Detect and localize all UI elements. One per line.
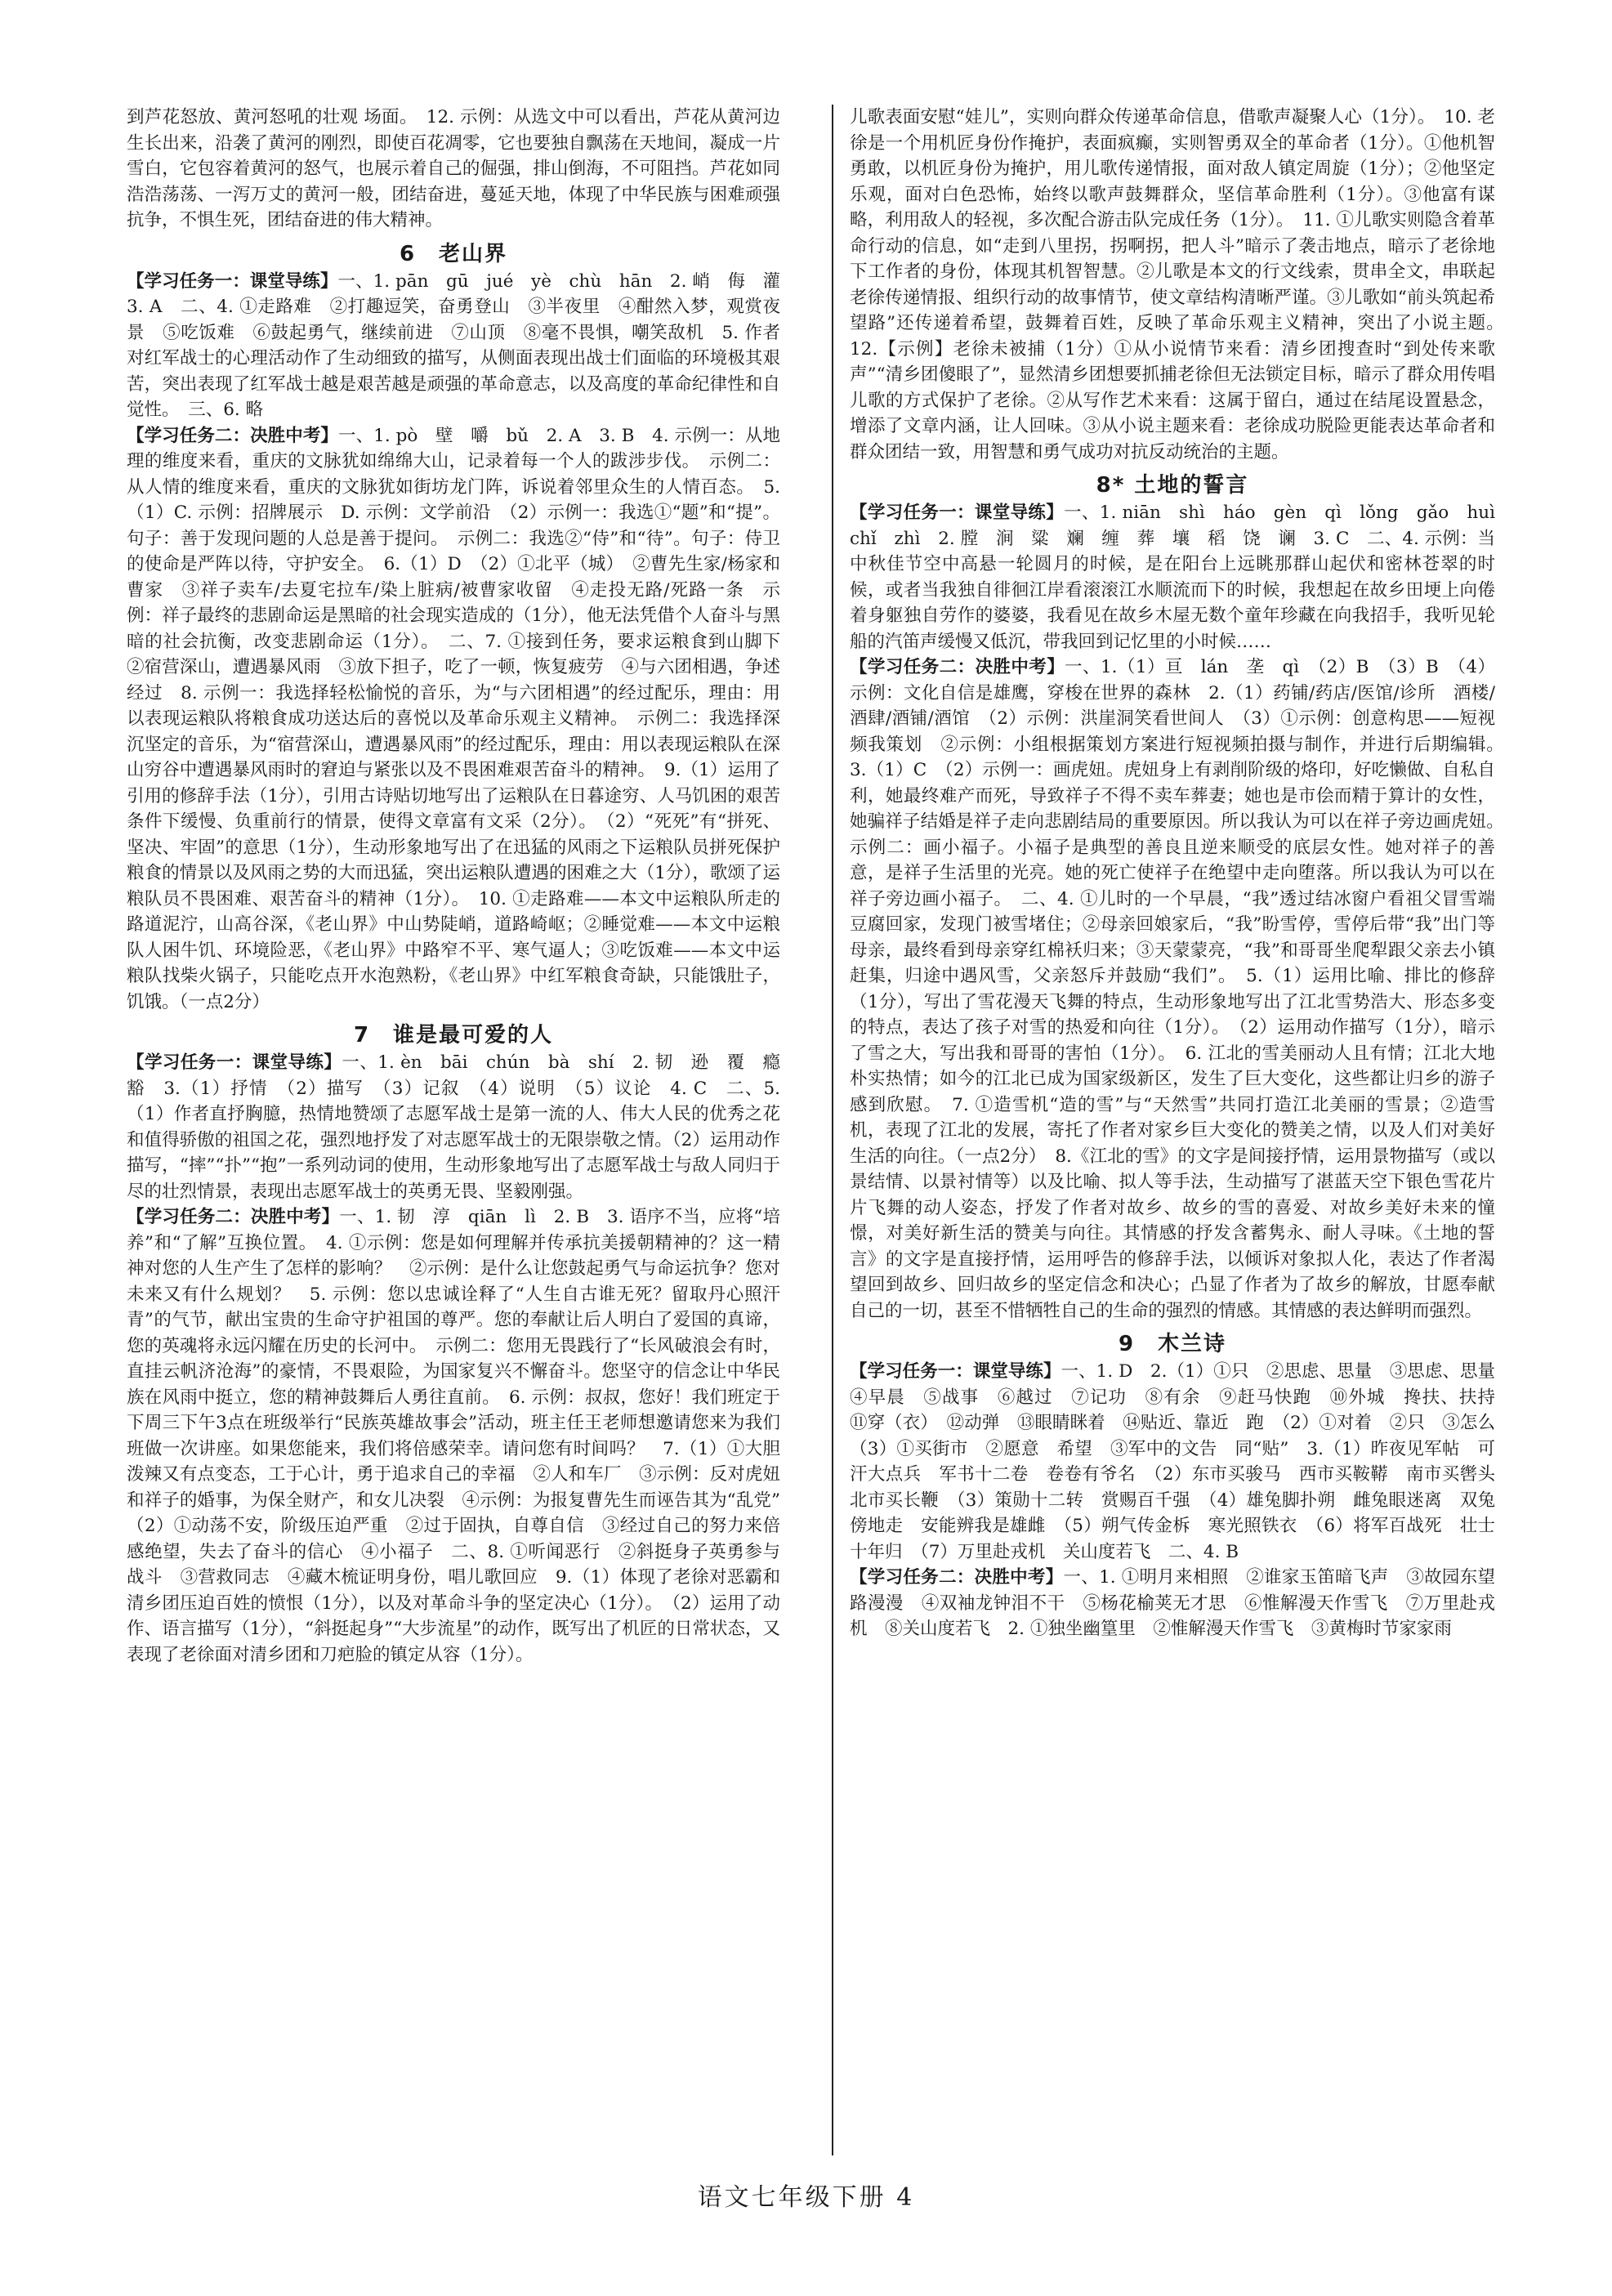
right-column xyxy=(850,105,1513,1642)
task-heading: 【学习任务二：决胜中考】 xyxy=(850,1567,1064,1588)
task-heading: 【学习任务一：课堂导练】 xyxy=(127,270,338,292)
answer-text: 一、1.（1）亘 lán 垄 qì （2）B （3）B （4）示例：文化自信是雄鹰，穿梭在世界的森林 2.（1）药铺/药店/医馆/诊所 酒楼/酒肆/酒铺/酒馆 （2）示例：洪崖洞笑看世间人 （3）①示例：创意构思——短视频我策划 ②示例：小组根据策划方案进行短视频拍摄与制作，并进行后期编辑。 3.（1）C （2）示例一：画虎妞。虎妞身上有剥削阶级的烙印，好吃懒做、自私自利，她最终难产而死，导致祥子不得不卖车葬妻；她也是市侩而精于算计的女性，她骗祥子结婚是祥子走向悲剧结局的重要原因。所以我认为可以在祥子旁边画虎妞。 示例二：画小福子。小福子是典型的善良且逆来顺受的底层女性。她对祥子的善意，是祥子生活里的光亮。她的死亡使祥子在绝望中走向堕落。所以我认为可以在祥子旁边画小福子。 二、4. ①儿时的一个早晨，“我”透过结冰窗户看祖父冒雪端豆腐回家，发现门被雪堵住；②母亲回娘家后，“我”盼雪停，雪停后带“我”出门等母亲，最终看到母亲穿红棉袄归来；③天蒙蒙亮，“我”和哥哥坐爬犁跟父亲去小镇赶集，归途中遇风雪，父亲怒斥并鼓励“我们”。 5.（1）运用比喻、排比的修辞（1分），写出了雪花漫天飞舞的特点，生动形象地写出了江北雪势浩大、形态多变的特点，表达了孩子对雪的热爱和向往（1分）。 （2）运用动作描写（1分），暗示了雪之大，写出我和哥哥的害怕（1分）。 6. 江北的雪美丽动人且有情；江北大地朴实热情；如今的江北已成为国家级新区，发生了巨大变化，这些都让归乡的游子感到欣慰。 7. ①造雪机“造的雪”与“天然雪”共同打造江北美丽的雪景；②造雪机，表现了江北的发展，寄托了作者对家乡巨大变化的赞美之情，以及人们对美好生活的向往。（一点2分） 8.《江北的雪》的文字是间接抒情，运用景物描写（或以景结情、以景衬情等）以及比喻、拟人等手法，生动描写了湛蓝天空下银色雪花片片飞舞的动人姿态，抒发了作者对故乡、故乡的雪的喜爱、对故乡美好未来的憧憬，对美好新生活的赞美与向往。其情感的抒发含蓄隽永、耐人寻味。《土地的誓言》的文字是直接抒情，运用呼告的修辞手法，以倾诉对象拟人化，表达了作者渴望回到故乡、回归故乡的坚定信念和决心；凸显了作者为了故乡的解放，甘愿奉献自己的一切，甚至不惜牺牲自己的生命的强烈的情感。其情感的表达鲜明而强烈。 xyxy=(850,657,1513,1321)
task-heading: 【学习任务一：课堂导练】 xyxy=(850,1361,1061,1382)
answer-paragraph xyxy=(127,1204,798,1668)
answer-text: 一、1. 韧 淳 qiān lì 2. B 3. 语序不当，应将“培养”和“了解”互换位置。 4. ①示例：您是如何理解并传承抗美援朝精神的？这一精神对您的人生产生了怎样的影响？ ②示例：是什么让您鼓起勇气与命运抗争？您对未来又有什么规划？ 5. 示例：您以忠诚诠释了“人生自古谁无死？留取丹心照汗青”的气节，献出宝贵的生命守护祖国的尊严。您的奉献让后人明白了爱国的真谛，您的英魂将永远闪耀在历史的长河中。 示例二：您用无畏践行了“长风破浪会有时，直挂云帆济沧海”的豪情，不畏艰险，为国家复兴不懈奋斗。您坚守的信念让中华民族在风雨中挺立，您的精神鼓舞后人勇往直前。 6. 示例：叔叔，您好！我们班定于下周三下午3点在班级举行“民族英雄故事会”活动，班主任王老师想邀请您来为我们班做一次讲座。如果您能来，我们将倍感荣幸。请问您有时间吗？ 7.（1）①大胆泼辣又有点变态，工于心计，勇于追求自己的幸福 ②人和车厂 ③示例：反对虎妞和祥子的婚事，为保全财产，和女儿决裂 ④示例：为报复曹先生而诬告其为“乱党” （2）①动荡不安，阶级压迫严重 ②过于固执，自尊自信 ③经过自己的努力来倍感绝望，失去了奋斗的信心 ④小福子 二、8. ①听闻恶行 ②斜挺身子英勇参与战斗 ③营救同志 ④藏木梳证明身份，唱儿歌回应 9.（1）体现了老徐对恶霸和清乡团压迫百姓的愤恨（1分），以及对革命斗争的坚定决心（1分）。 （2）运用了动作、语言描写（1分），“斜挺起身”“大步流星”的动作，既写出了机匠的日常状态，又表现了老徐面对清乡团和刀疤脸的镇定从容（1分）。 xyxy=(127,1207,798,1665)
section-title-lesson-7: 7 谁是最可爱的人 xyxy=(353,1023,554,1047)
task-heading: 【学习任务一：课堂导练】 xyxy=(850,503,1065,523)
page-footer xyxy=(0,2177,1612,2213)
book-label: 语文七年级下册 xyxy=(697,2183,886,2212)
answer-text: 一、1. pò 壁 嚼 bǔ 2. A 3. B 4. 示例一：从地理的维度来看，重庆的文脉犹如绵绵大山，记录着每一个人的跋涉步伐。 示例二：从人情的维度来看，重庆的文脉犹如街坊龙门阵，诉说着邻里众生的人情百态。 5.（1）C. 示例：招牌展示 D. 示例：文学前沿 （2）示例一：我选①“题”和“提”。句子：善于发现问题的人总是善于提问。 示例二：我选②“侍”和“待”。句子：侍卫的使命是严阵以待，守护安全。 6.（1）D （2）①北平（城） ②曹先生家/杨家和曹家 ③祥子卖车/去夏宅拉车/染上脏病/被曹家收留 ④走投无路/死路一条 示例：祥子最终的悲剧命运是黑暗的社会现实造成的（1分），他无法凭借个人奋斗与黑暗的社会抗衡，改变悲剧命运（1分）。 二、7. ①接到任务，要求运粮食到山脚下 ②宿营深山，遭遇暴风雨 ③放下担子，吃了一顿，恢复疲劳 ④与六团相遇，争述经过 8. 示例一：我选择轻松愉悦的音乐，为“与六团相遇”的经过配乐，理由：用以表现运粮队将粮食成功送达后的喜悦以及革命乐观主义精神。 示例二：我选择深沉坚定的音乐，为“宿营深山，遭遇暴风雨”的经过配乐，理由：用以表现运粮队在深山穷谷中遭遇暴风雨时的窘迫与紧张以及不畏困难艰苦奋斗的精神。 9.（1）运用了引用的修辞手法（1分），引用古诗贴切地写出了运粮队在日暮途穷、人马饥困的艰苦条件下缓慢、负重前行的情景，使得文章富有文采（2分）。 （2）“死死”有“拼死、坚决、牢固”的意思（1分），生动形象地写出了在迅猛的风雨之下运粮队员拼死保护粮食的情景以及风雨之势的大而迅猛，突出运粮队遭遇的困难之大（1分），歌颂了运粮队员不畏困难、艰苦奋斗的精神（1分）。 10. ①走路难——本文中运粮队所走的路道泥泞，山高谷深，《老山界》中山势陡峭，道路崎岖；②睡觉难——本文中运粮队人困牛饥、环境险恶，《老山界》中路窄不平、寒气逼人；③吃饭难——本文中运粮队找柴火锅子，只能吃点开水泡熟粉，《老山界》中红军粮食奇缺，只能饿肚子，饥饿。（一点2分） xyxy=(127,425,798,1012)
answer-text: 一、1. pān gū jué yè chù hān 2. 峭 侮 灌 3. A 二、4. ①走路难 ②打趣逗笑，奋勇登山 ③半夜里 ④酣然入梦，观赏夜景 ⑤吃饭难 ⑥鼓起勇气，继续前进 ⑦山顶 ⑧毫不畏惧，嘲笑敌机 5. 作者对红军战士的心理活动作了生动细致的描写，从侧面表现出战士们面临的环境极其艰苦，突出表现了红军战士越是艰苦越是顽强的革命意志，以及高度的革命纪律性和自觉性。 三、6. 略 xyxy=(127,270,798,420)
answer-paragraph xyxy=(127,1050,798,1204)
answer-paragraph: 儿歌表面安慰“娃儿”，实则向群众传递革命信息，借歌声凝聚人心（1分）。 10. 老徐是一个用机匠身份作掩护，表面疯癫，实则智勇双全的革命者（1分）。①他机智勇敢，以机匠身份为掩护，用儿歌传递情报，面对敌人镇定周旋（1分）；②他坚定乐观，面对白色恐怖，始终以歌声鼓舞群众，坚信革命胜利（1分）。③他富有谋略，利用敌人的轻视，多次配合游击队完成任务（1分）。 11. ①儿歌实则隐含着革命行动的信息，如“走到八里拐，拐啊拐，把人斗”暗示了袭击地点，暗示了老徐地下工作者的身份，体现其机智智慧。②儿歌是本文的行文线索，贯串全文，串联起老徐传递情报、组织行动的故事情节，使文章结构清晰严谨。③儿歌如“前头筑起希望路”还传递着希望，鼓舞着百姓，反映了革命乐观主义精神，突出了小说主题。 12.【示例】老徐未被捕（1分）①从小说情节来看：清乡团搜查时“到处传来歌声”“清乡团傻眼了”，显然清乡团想要抓捕老徐但无法锁定目标，暗示了群众用传唱儿歌的方式保护了老徐。②从写作艺术来看：这属于留白，通过在结尾设置悬念，增添了文章内涵，让人回味。③从小说主题来看：老徐成功脱险更能表达革命者和群众团结一致，用智慧和勇气成功对抗反动统治的主题。 xyxy=(850,107,1513,462)
section-title-lesson-6: 6 老山界 xyxy=(399,241,508,266)
answer-paragraph xyxy=(127,269,798,423)
answer-paragraph xyxy=(127,423,798,1016)
answer-text: 一、1. niān shì háo gèn qì lǒng gǎo huì chǐ zhì 2. 膛 涧 粱 斓 缠 葬 壤 稻 饶 谰 3. C 二、4. 示例：当中秋佳节空中高悬一轮圆月的时候，是在阳台上远眺那群山起伏和密林苍翠的时候，或者当我独自徘徊江岸看滚滚江水顺流而下的时候，我想起在故乡田埂上向倦着身躯独自劳作的婆婆，我看见在故乡木屋无数个童年珍藏在向我招手，我听见轮船的汽笛声缓慢又低沉，带我回到记忆里的小时候…… xyxy=(850,503,1513,652)
task-heading: 【学习任务一：课堂导练】 xyxy=(127,1052,342,1073)
answer-paragraph xyxy=(850,500,1513,654)
task-heading: 【学习任务二：决胜中考】 xyxy=(850,657,1065,677)
answer-paragraph xyxy=(850,1359,1513,1565)
watermark-logo xyxy=(163,1851,654,2154)
left-column xyxy=(127,105,798,1668)
answer-text: 一、1. D 2.（1）①只 ②思虑、思量 ③思虑、思量 ④早晨 ⑤战事 ⑥越过 ⑦记功 ⑧有余 ⑨赶马快跑 ⑩外城 搀扶、扶持 ⑪穿（衣） ⑫动弹 ⑬眼睛眯着 ⑭贴近、靠近 跑 （2）①对着 ②只 ③怎么 （3）①买街市 ②愿意 希望 ③军中的文告 同“贴” 3.（1）昨夜见军帖 可汗大点兵 军书十二卷 卷卷有爷名 （2）东市买骏马 西市买鞍鞯 南市买辔头 北市买长鞭 （3）策勋十二转 赏赐百千强 （4）雄兔脚扑朔 雌兔眼迷离 双兔傍地走 安能辨我是雄雌 （5）朔气传金柝 寒光照铁衣 （6）将军百战死 壮士十年归 （7）万里赴戎机 关山度若飞 二、4. B xyxy=(850,1361,1513,1562)
task-heading: 【学习任务二：决胜中考】 xyxy=(127,425,339,446)
answer-text: 一、1. ①明月来相照 ②谁家玉笛暗飞声 ③故园东望路漫漫 ④双袖龙钟泪不干 ⑤杨花榆荚无才思 ⑥惟解漫天作雪飞 ⑦万里赴戎机 ⑧关山度若飞 2. ①独坐幽篁里 ②惟解漫天作雪飞 ③黄梅时节家家雨 xyxy=(850,1567,1495,1639)
column-divider xyxy=(832,105,833,2155)
section-title-lesson-9: 9 木兰诗 xyxy=(1118,1332,1227,1356)
section-title-lesson-8: 8* 土地的誓言 xyxy=(1096,473,1249,498)
answer-paragraph xyxy=(850,654,1513,1324)
page-number: 4 xyxy=(896,2183,915,2212)
task-heading: 【学习任务二：决胜中考】 xyxy=(127,1207,340,1227)
answer-text: 一、1. èn bāi chún bà shí 2. 韧 逊 覆 瘾 豁 3.（1）抒情 （2）描写 （3）记叙 （4）说明 （5）议论 4. C 二、5.（1）作者直抒胸臆，热情地赞颂了志愿军战士是第一流的人、伟大人民的优秀之花和值得骄傲的祖国之花，强烈地抒发了对志愿军战士的无限崇敬之情。（2）运用动作描写，“摔”“扑”“抱”一系列动词的使用，生动形象地写出了志愿军战士与敌人同归于尽的壮烈情景，表现出志愿军战士的英勇无畏、坚毅刚强。 xyxy=(127,1052,798,1202)
answer-paragraph: 到芦花怒放、黄河怒吼的壮观 场面。 12. 示例：从选文中可以看出，芦花从黄河边生长出来，沿袭了黄河的刚烈，即使百花凋零，它也要独自飘荡在天地间，凝成一片雪白，它包容着黄河的怒气，也展示着自己的倔强，排山倒海，不可阻挡。芦花如同浩浩荡荡、一泻万丈的黄河一般，团结奋进，蔓延天地，体现了中华民族与困难顽强抗争，不惧生死，团结奋进的伟大精神。 xyxy=(127,107,780,230)
answer-paragraph xyxy=(850,1565,1495,1642)
